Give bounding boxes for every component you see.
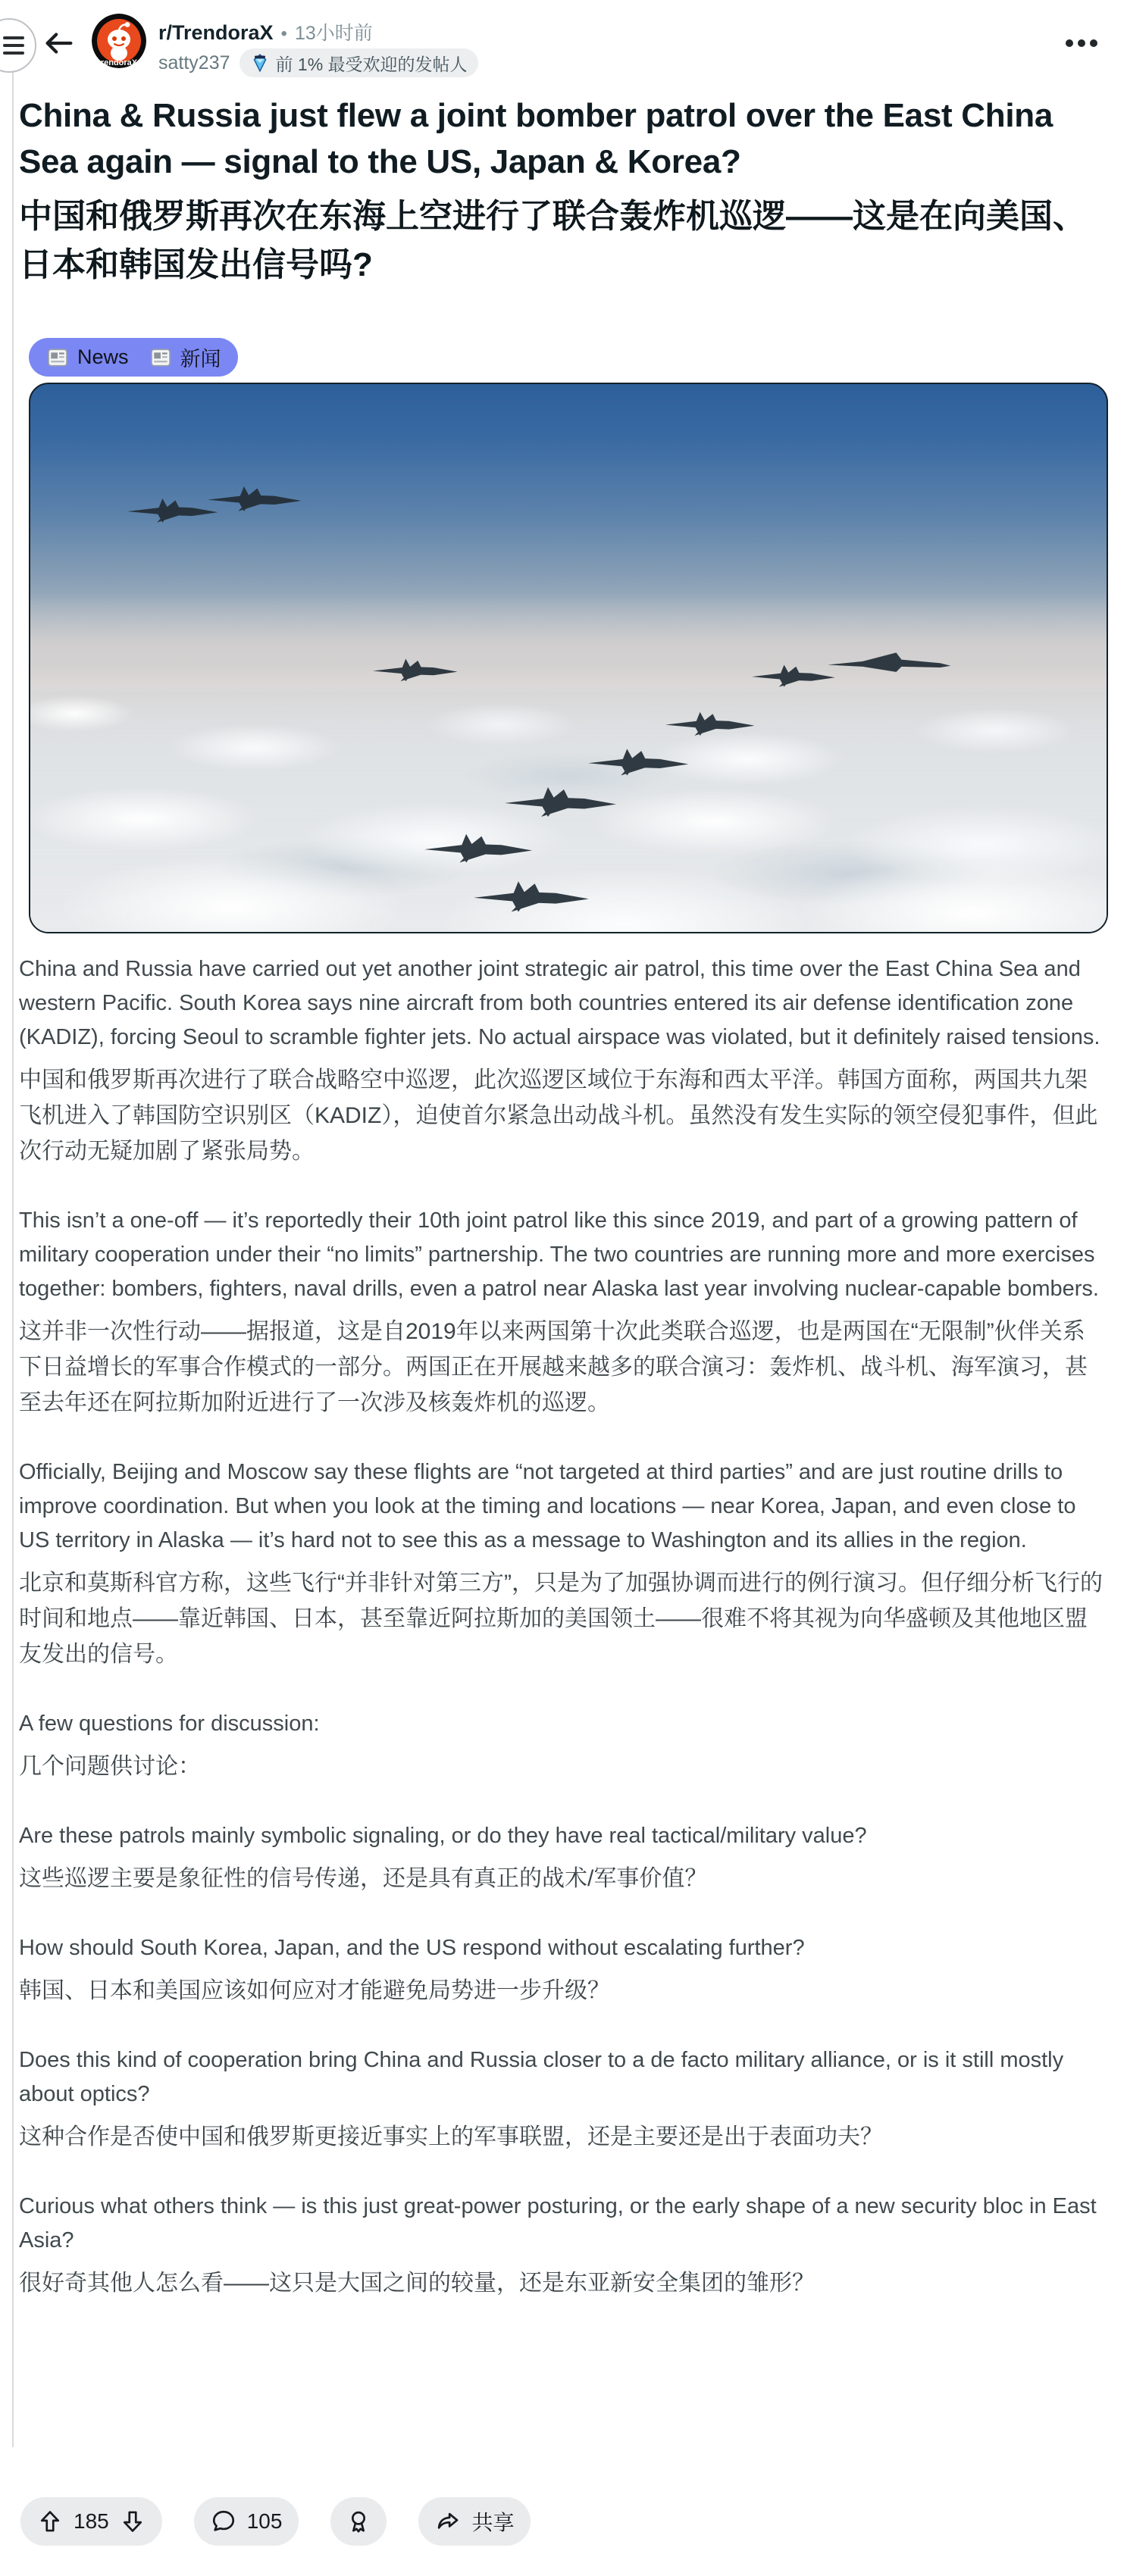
body-paragraph-zh: 北京和莫斯科官方称，这些飞行“并非针对第三方”，只是为了加强协调而进行的例行演习。但仔细分析飞行的时间和地点——靠近韩国、日本，甚至靠近阿拉斯加的美国领土——很难不将其视为向华盛顿及其他地区盟友发出的信号。 (19, 1571, 1103, 1667)
snoo-avatar-icon (92, 14, 146, 68)
body-paragraph-zh: 中国和俄罗斯再次进行了联合战略空中巡逻，此次巡逻区域位于东海和西太平洋。韩国方面称，两国共九架飞机进入了韩国防空识别区（KADIZ），迫使首尔紧急出动战斗机。虽然没有发生实际的领空侵犯事件，但此次行动无疑加剧了紧张局势。 (19, 1068, 1098, 1164)
body-paragraph-zh: 这些巡逻主要是象征性的信号传递，还是具有真正的战术/军事价值？ (19, 1866, 708, 1891)
flair-pill[interactable] (29, 338, 238, 377)
hamburger-menu-icon (3, 36, 24, 39)
post-header (42, 14, 1106, 77)
jet-formation-graphic (30, 384, 1108, 932)
post-meta (158, 14, 478, 77)
downvote-button[interactable] (120, 2509, 146, 2534)
post-title-zh: 中国和俄罗斯再次在东海上空进行了联合轰炸机巡逻——这是在向美国、日本和韩国发出信号吗? (19, 198, 1086, 283)
paragraph-pair (19, 952, 1104, 1169)
body-paragraph-en: A few questions for discussion: (19, 1712, 320, 1736)
flair-label: News (77, 345, 129, 368)
post-hero-image[interactable] (29, 383, 1108, 933)
paragraph-pair (19, 1455, 1104, 1672)
body-paragraph-zh: 几个问题供讨论： (19, 1754, 201, 1779)
body-paragraph-zh: 这种合作是否使中国和俄罗斯更接近事实上的军事联盟，还是主要还是出于表面功夫？ (19, 2124, 883, 2149)
author-badge (239, 48, 478, 77)
back-button[interactable] (42, 24, 80, 62)
newspaper-icon (149, 345, 173, 370)
upvote-button[interactable] (37, 2509, 63, 2534)
comments-button[interactable] (194, 2497, 299, 2546)
body-paragraph-en: How should South Korea, Japan, and the US respond without escalating further? (19, 1936, 805, 1960)
post-time: 13小时前 (294, 23, 373, 44)
gem-badge-icon (250, 53, 270, 73)
award-ribbon-icon (346, 2509, 371, 2534)
subreddit-avatar[interactable] (92, 14, 146, 68)
author-name[interactable]: satty237 (158, 52, 230, 73)
paragraph-pair (19, 2190, 1104, 2301)
three-dot-menu-icon (1065, 36, 1098, 50)
menu-button[interactable] (0, 18, 36, 73)
body-paragraph-zh: 这并非一次性行动——据报道，这是自2019年以来两国第十次此类联合巡逻，也是两国在“无限制”伙伴关系下日益增长的军事合作模式的一部分。两国正在开展越来越多的联合演习：轰炸机、战斗机、海军演习，甚至去年还在阿拉斯加附近进行了一次涉及核轰炸机的巡逻。 (19, 1319, 1088, 1415)
vote-count: 185 (74, 2509, 109, 2533)
post-title-en: China & Russia just flew a joint bomber patrol over the East China Sea again — signal to the US, Japan & Korea? (19, 97, 1053, 180)
upvote-arrow-icon (37, 2509, 63, 2534)
more-options-button[interactable] (1062, 33, 1101, 53)
body-paragraph-en: Are these patrols mainly symbolic signaling, or do they have real tactical/military value? (19, 1824, 867, 1848)
share-arrow-icon (435, 2509, 461, 2534)
body-paragraph-zh: 很好奇其他人怎么看——这只是大国之间的较量，还是东亚新安全集团的雏形？ (19, 2271, 815, 2296)
flair-item-news-zh (149, 342, 221, 372)
paragraph-pair (19, 1707, 1104, 1784)
paragraph-pair (19, 1819, 1104, 1896)
left-border-line (12, 45, 14, 2447)
flair-item-news (45, 345, 129, 370)
body-paragraph-zh: 韩国、日本和美国应该如何应对才能避免局势进一步升级？ (19, 1978, 610, 2003)
body-paragraph-en: Officially, Beijing and Moscow say these flights are “not targeted at third parties” and are just routine drills to improve coordination. But when you look at the timing and locations — near Korea, Japan, and even close to US territory in Alaska — it’s hard not to see this as a message to Washington and its allies in the region. (19, 1460, 1076, 1552)
back-arrow-icon (42, 26, 77, 61)
share-button[interactable] (418, 2497, 531, 2546)
share-label: 共享 (471, 2511, 515, 2534)
body-paragraph-en: Does this kind of cooperation bring China and Russia closer to a de facto military alliance, or is it still mostly about optics? (19, 2048, 1064, 2106)
newspaper-icon (45, 345, 70, 370)
award-button[interactable] (330, 2497, 387, 2546)
flair-label: 新闻 (180, 348, 221, 370)
action-bar (20, 2497, 531, 2546)
author-badge-label: 前 1% 最受欢迎的发帖人 (275, 54, 468, 74)
meta-separator: • (280, 23, 287, 44)
body-paragraph-en: This isn’t a one-off — it’s reportedly their 10th joint patrol like this since 2019, and part of a growing pattern of military cooperation under their “no limits” partnership. The two countries are running more and more exercises together: bombers, fighters, naval drills, even a patrol near Alaska last year involving nuclear-capable bombers. (19, 1208, 1099, 1301)
paragraph-pair (19, 2043, 1104, 2155)
vote-pill (20, 2497, 162, 2546)
paragraph-pair (19, 1931, 1104, 2009)
paragraph-pair (19, 1204, 1104, 1421)
svg-text:rendoraX: rendoraX (100, 58, 138, 67)
body-paragraph-en: China and Russia have carried out yet another joint strategic air patrol, this time over the East China Sea and western Pacific. South Korea says nine aircraft from both countries entered its air defense identification zone (KADIZ), forcing Seoul to scramble fighter jets. No actual airspace was violated, but it definitely raised tensions. (19, 957, 1100, 1049)
body-paragraph-en: Curious what others think — is this just great-power posturing, or the early shape of a new security bloc in East Asia? (19, 2194, 1097, 2252)
subreddit-name[interactable]: r/TrendoraX (158, 21, 274, 44)
speech-bubble-icon (211, 2509, 236, 2534)
downvote-arrow-icon (120, 2509, 146, 2534)
post-body (19, 952, 1104, 2301)
comment-count: 105 (246, 2509, 283, 2533)
